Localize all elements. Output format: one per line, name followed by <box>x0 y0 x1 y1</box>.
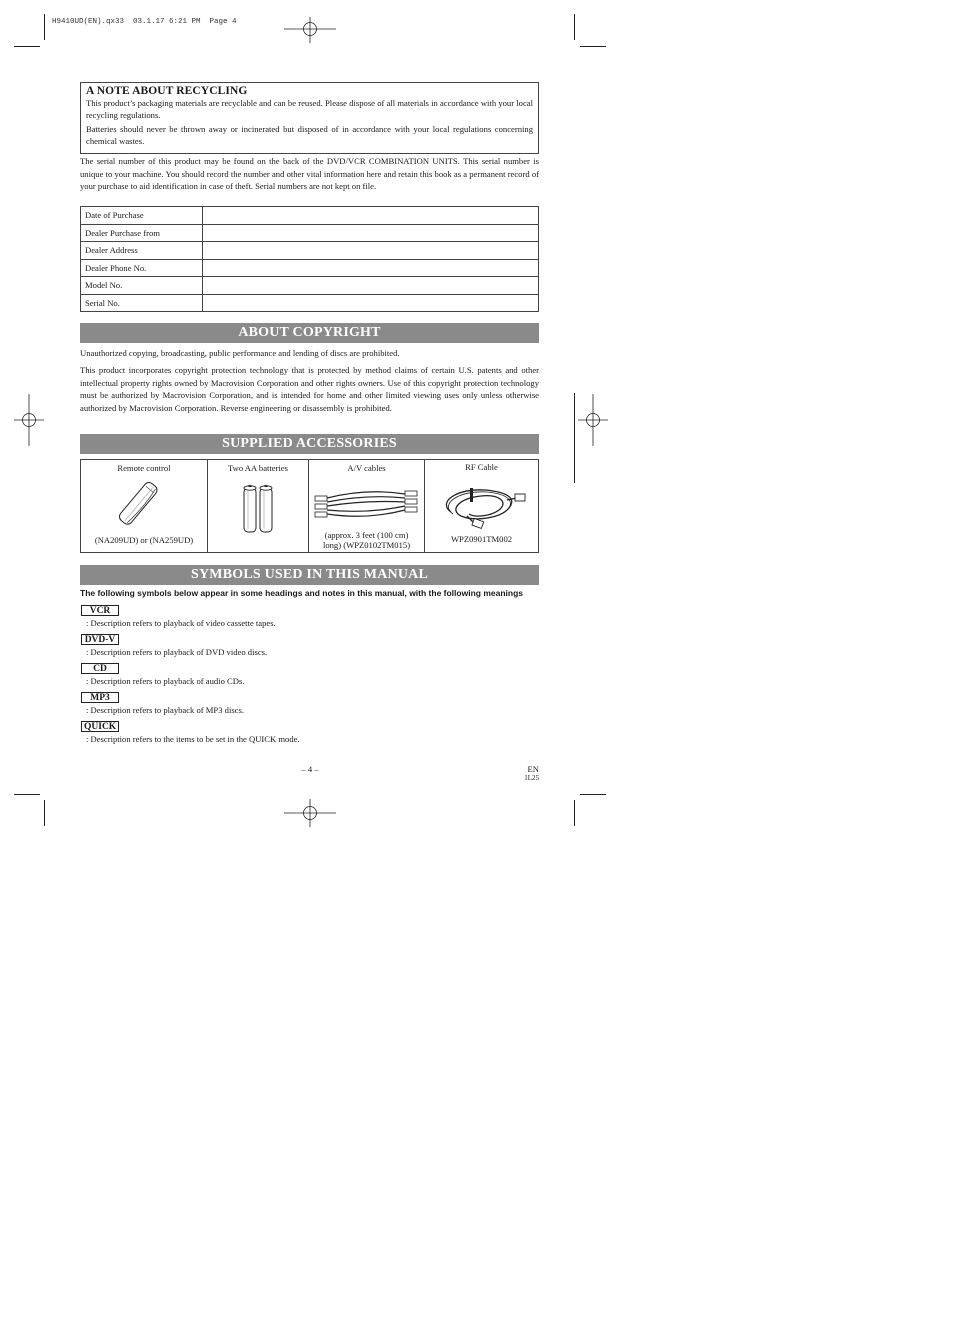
table-cell-label: Date of Purchase <box>81 207 203 225</box>
accessories-table <box>80 459 539 553</box>
crop-mark <box>580 46 606 47</box>
symbols-heading: SYMBOLS USED IN THIS MANUAL <box>80 565 539 585</box>
recycling-note <box>80 82 539 154</box>
table-row <box>81 224 539 242</box>
symbol-dvd-v: DVD-V <box>81 634 119 645</box>
remote-control-icon <box>111 478 167 530</box>
accessories-heading: SUPPLIED ACCESSORIES <box>80 434 539 454</box>
rf-cable-icon <box>437 478 529 530</box>
crop-mark <box>44 14 45 40</box>
accessory-title: Two AA batteries <box>227 463 289 473</box>
copyright-paragraph-1: Unauthorized copying, broadcasting, public performance and lending of discs are prohibited. <box>80 348 400 358</box>
table-cell-blank[interactable] <box>203 277 539 295</box>
table-cell-blank[interactable] <box>203 242 539 260</box>
registration-mark-icon <box>284 798 336 828</box>
symbol-quick: QUICK <box>81 721 119 732</box>
purchase-record-table <box>80 206 539 312</box>
recycling-paragraph: This product’s packaging materials are recyclable and can be reused. Please dispose of all materials in accordance with your local recycling regulations. <box>86 98 533 120</box>
table-row <box>81 277 539 295</box>
batteries-icon <box>241 482 277 534</box>
registration-mark-icon <box>284 14 336 44</box>
crop-mark <box>14 46 40 47</box>
copyright-paragraph-2: This product incorporates copyright protection technology that is protected by method claims of certain U.S. patents and other intellectual property rights owned by Macrovision Corporation and other rights owners. Use of this copyright protection technology must be authorized by Macrovision Corporation, and is intended for home and other limited viewing uses only unless otherwise authorized by Macrovision Corporation. Reverse engineering or disassembly is prohibited. <box>80 365 539 413</box>
language-code: EN <box>527 764 539 774</box>
table-row <box>81 259 539 277</box>
symbol-quick-description: : Description refers to the items to be set in the QUICK mode. <box>86 734 300 744</box>
registration-mark-icon <box>14 394 44 446</box>
page-number: – 4 – <box>301 764 319 774</box>
crop-mark <box>574 800 575 826</box>
table-cell-label: Serial No. <box>81 294 203 312</box>
copyright-heading: ABOUT COPYRIGHT <box>80 323 539 343</box>
accessory-title: RF Cable <box>465 462 498 472</box>
table-row <box>81 294 539 312</box>
crop-mark <box>580 794 606 795</box>
table-cell-label: Dealer Address <box>81 242 203 260</box>
av-cables-icon <box>313 484 421 524</box>
recycling-heading: A NOTE ABOUT RECYCLING <box>86 85 248 97</box>
symbol-dvd-v-description: : Description refers to playback of DVD video discs. <box>86 647 268 657</box>
crop-mark <box>14 794 40 795</box>
accessory-caption: (NA209UD) or (NA259UD) <box>94 535 194 545</box>
accessory-rf-cable <box>425 460 538 552</box>
accessory-title: Remote control <box>117 463 171 473</box>
accessory-av-cables <box>309 460 425 552</box>
table-row <box>81 242 539 260</box>
serial-number-paragraph: The serial number of this product may be found on the back of the DVD/VCR COMBINATION UNITS. This serial number is unique to your machine. You should record the number and other vital information here and retain this book as a permanent record of your purchase to aid identification in case of theft. Serial numbers are not kept on file. <box>80 156 539 191</box>
table-cell-label: Dealer Phone No. <box>81 259 203 277</box>
accessory-caption-line-2: long) (WPZ0102TM015) <box>322 540 411 550</box>
document-code: 1L25 <box>524 774 539 782</box>
crop-mark <box>574 14 575 40</box>
table-cell-blank[interactable] <box>203 224 539 242</box>
symbol-cd: CD <box>81 663 119 674</box>
table-cell-label: Model No. <box>81 277 203 295</box>
table-cell-blank[interactable] <box>203 207 539 225</box>
symbol-vcr-description: : Description refers to playback of video cassette tapes. <box>86 618 276 628</box>
slug-line: H9410UD(EN).qx33 03.1.17 6:21 PM Page 4 <box>52 18 237 26</box>
table-cell-label: Dealer Purchase from <box>81 224 203 242</box>
accessory-caption-line-1: (approx. 3 feet (100 cm) <box>324 530 409 540</box>
accessory-batteries <box>208 460 309 552</box>
symbol-mp3: MP3 <box>81 692 119 703</box>
symbols-intro: The following symbols below appear in some headings and notes in this manual, with the following meanings <box>80 588 523 598</box>
batteries-paragraph: Batteries should never be thrown away or incinerated but disposed of in accordance with your local regulations concerning chemical wastes. <box>86 124 533 146</box>
registration-mark-icon <box>578 394 608 446</box>
crop-mark <box>44 800 45 826</box>
symbol-cd-description: : Description refers to playback of audio CDs. <box>86 676 245 686</box>
symbol-mp3-description: : Description refers to playback of MP3 discs. <box>86 705 244 715</box>
symbol-vcr: VCR <box>81 605 119 616</box>
table-cell-blank[interactable] <box>203 294 539 312</box>
table-row <box>81 207 539 225</box>
accessory-caption: WPZ0901TM002 <box>450 534 513 544</box>
table-cell-blank[interactable] <box>203 259 539 277</box>
accessory-remote-control <box>81 460 208 552</box>
accessory-title: A/V cables <box>347 463 386 473</box>
trim-line <box>574 393 575 483</box>
